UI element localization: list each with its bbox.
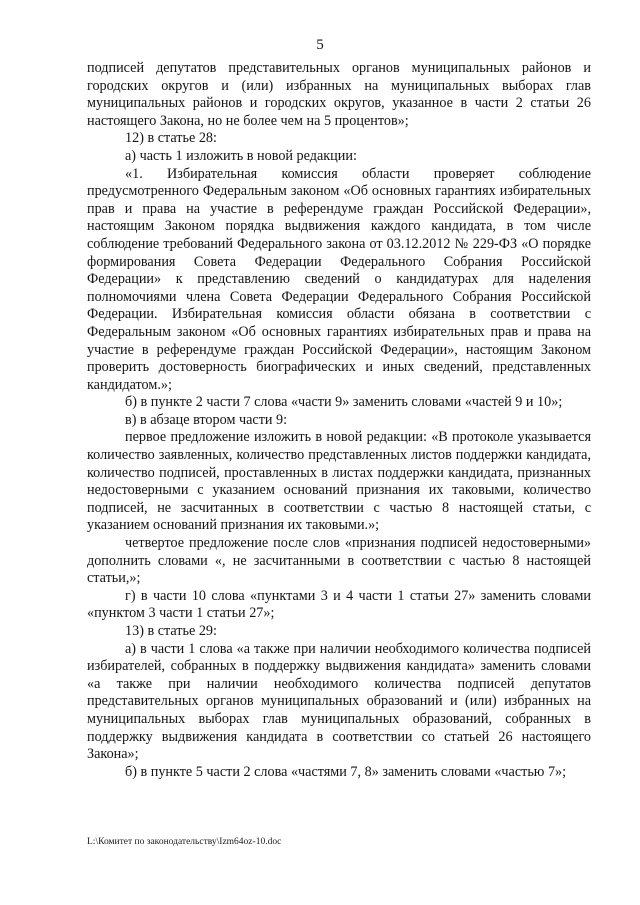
paragraph-item-13a: а) в части 1 слова «а также при наличии необходимого количества подписей избирателей, собранных в поддержку выдвижения кандидата» заменить словами «а также при наличии необходимого количества подписей депутатов представительных органов муниципальных образований и (или) избранных на муниципальных выборах глав муниципальных образований, собранных в поддержку выдвижения кандидата в соответствии со статьей 26 настоящего Закона»;	[87, 640, 591, 763]
paragraph-item-12b: б) в пункте 2 части 7 слова «части 9» заменить словами «частей 9 и 10»;	[125, 394, 563, 411]
paragraph-item-12v: в) в абзаце втором части 9:	[125, 411, 288, 428]
paragraph-fourth-sentence: четвертое предложение после слов «признания подписей недостоверными» дополнить словами «, не засчитанными в соответствии с частью 8 настоящей статьи,»;	[87, 535, 591, 587]
paragraph-item-12: 12) в статье 28:	[125, 130, 217, 147]
paragraph-first-sentence: первое предложение изложить в новой редакции: «В протоколе указывается количество заявленных, количество представленных листов поддержки кандидата, количество подписей, проставленных в листах поддержки кандидата, признанных недостоверными с указанием оснований признания их таковыми, количество подписей, не засчитанных в соответствии с частью 8 настоящей статьи, с указанием оснований признания их таковыми.»;	[87, 429, 591, 534]
page-number: 5	[316, 37, 324, 53]
paragraph-item-13b: б) в пункте 5 части 2 слова «частями 7, 8» заменить словами «частью 7»;	[125, 763, 567, 780]
paragraph-item-12g: г) в части 10 слова «пунктами 3 и 4 части 1 статьи 27» заменить словами «пунктом 3 части 1 статьи 27»;	[87, 587, 591, 622]
footer-file-path: L:\Комитет по законодательству\Izm64oz-10.doc	[87, 837, 282, 847]
paragraph-item-12a: а) часть 1 изложить в новой редакции:	[125, 147, 357, 164]
document-body	[87, 60, 591, 781]
paragraph-quoted-part-1: «1. Избирательная комиссия области проверяет соблюдение предусмотренного Федеральным законом «Об основных гарантиях избирательных прав и права на участие в референдуме граждан Российской Федерации», настоящим Законом порядка выдвижения каждого кандидата, в том числе соблюдение требований Федерального закона от 03.12.2012 № 229-ФЗ «О порядке формирования Совета Федерации Федерального Собрания Российской Федерации» к представлению сведений о кандидатурах для наделения полномочиями члена Совета Федерации Федерального Собрания Российской Федерации. Избирательная комиссия области обязана в соответствии с Федеральным законом «Об основных гарантиях избирательных прав и права на участие в референдуме граждан Российской Федерации», настоящим Законом проверить достоверность биографических и иных сведений, представленных кандидатом.»;	[87, 165, 591, 393]
paragraph-item-13: 13) в статье 29:	[125, 623, 217, 639]
paragraph-continuation: подписей депутатов представительных органов муниципальных районов и городских округов и (или) избранных на муниципальных выборах глав муниципальных районов и городских округов, указанное в части 2 статьи 26 настоящего Закона, но не более чем на 5 процентов»;	[87, 60, 591, 129]
